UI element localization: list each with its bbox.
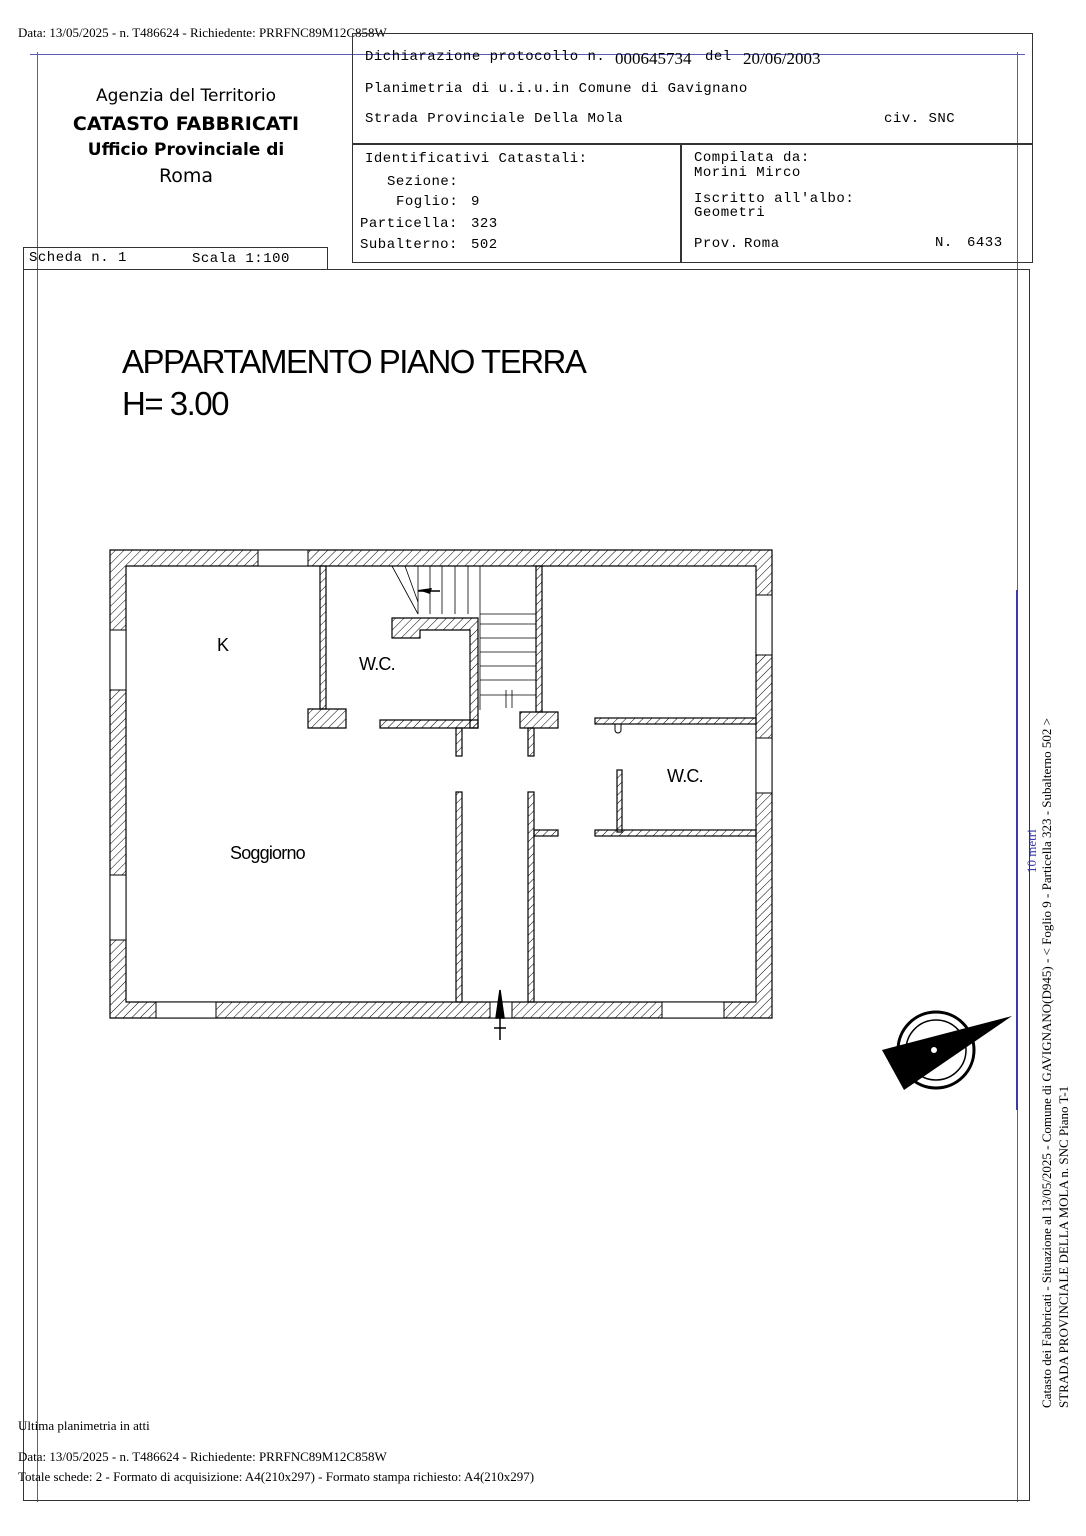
planimetria-line: Planimetria di u.i.u.in Comune di Gavignano	[365, 81, 748, 97]
declaration-number: 000645734	[615, 49, 692, 68]
subalterno-value: 502	[471, 237, 498, 253]
agency-block	[40, 82, 332, 190]
particella-value: 323	[471, 216, 498, 232]
room-label-k: K	[217, 635, 229, 655]
scheda-number: Scheda n. 1	[29, 250, 127, 266]
albo-value: Geometri	[694, 205, 766, 221]
footer-ultima: Ultima planimetria in atti	[18, 1418, 150, 1433]
identificativi-box	[352, 143, 682, 263]
iscritto-label: Iscritto all'albo:	[694, 191, 855, 207]
particella-label: Particella:	[360, 216, 458, 232]
n-value: 6433	[967, 235, 1003, 251]
foglio-value: 9	[471, 194, 480, 210]
scale-bar-label: 10 metri	[1024, 829, 1039, 873]
address-line: Strada Provinciale Della Mola	[365, 111, 624, 127]
catasto-title: CATASTO FABBRICATI	[72, 113, 300, 135]
subalterno-label: Subalterno:	[360, 237, 458, 253]
prov-value: Roma	[744, 236, 780, 252]
scheda-scale: Scala 1:100	[192, 251, 290, 267]
declaration-date: 20/06/2003	[743, 49, 821, 68]
plan-title: APPARTAMENTO PIANO TERRA	[122, 343, 586, 380]
compilata-label: Compilata da:	[694, 150, 810, 166]
civ-line: civ. SNC	[884, 111, 956, 127]
compilata-box	[680, 143, 1033, 263]
n-label: N.	[935, 235, 953, 251]
foglio-label: Foglio:	[396, 194, 459, 210]
compilata-name: Morini Mirco	[694, 165, 801, 181]
north-arrow-icon	[878, 1008, 1018, 1098]
ufficio-label: Ufficio Provinciale di	[87, 140, 285, 160]
prov-label: Prov.	[694, 236, 739, 252]
top-info-line: Data: 13/05/2025 - n. T486624 - Richiedente: PRRFNC89M12C858W	[18, 25, 387, 40]
scheda-box	[23, 247, 328, 270]
plan-height: H= 3.00	[122, 385, 228, 422]
declaration-label: Dichiarazione protocollo n.	[365, 49, 606, 65]
declaration-box	[352, 33, 1033, 145]
identificativi-heading: Identificativi Catastali:	[365, 151, 588, 167]
room-label-wc-2: W.C.	[667, 766, 703, 786]
footer-line-1: Data: 13/05/2025 - n. T486624 - Richiedente: PRRFNC89M12C858W	[18, 1449, 387, 1464]
side-info-line-2: STRADA PROVINCIALE DELLA MOLA n. SNC Piano T-1	[1056, 1085, 1071, 1408]
ufficio-city: Roma	[158, 165, 214, 187]
declaration-del: del	[705, 49, 732, 65]
room-label-soggiorno: Soggiorno	[230, 843, 305, 863]
floor-plan	[100, 540, 790, 1050]
footer-line-2: Totale schede: 2 - Formato di acquisizione: A4(210x297) - Formato stampa richiesto: A4(210x297)	[18, 1469, 535, 1484]
agency-name: Agenzia del Territorio	[95, 86, 277, 106]
side-info-line-1: Catasto dei Fabbricati - Situazione al 13/05/2025 - Comune di GAVIGNANO(D945) - < Foglio 9 - Particella 323 - Subalterno 502 >	[1039, 718, 1054, 1408]
room-label-wc-1: W.C.	[359, 654, 395, 674]
sezione-label: Sezione:	[387, 174, 459, 190]
